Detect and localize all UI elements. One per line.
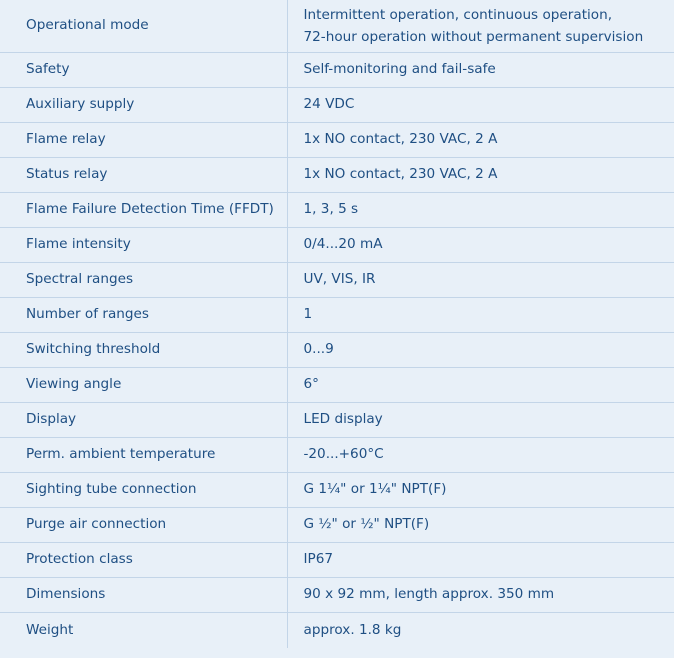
spec-label: Weight — [0, 613, 287, 649]
spec-value-line: 24 VDC — [303, 96, 355, 113]
spec-value-line: UV, VIS, IR — [303, 271, 376, 288]
spec-value — [287, 228, 674, 263]
spec-label: Switching threshold — [0, 333, 287, 368]
spec-row — [0, 123, 674, 158]
spec-label: Status relay — [0, 158, 287, 193]
spec-value-line: 1 — [303, 306, 313, 323]
spec-value — [287, 263, 674, 298]
spec-value-line: 1x NO contact, 230 VAC, 2 A — [303, 166, 498, 183]
spec-value-line: G ½" or ½" NPT(F) — [303, 516, 430, 533]
spec-label: Dimensions — [0, 578, 287, 613]
spec-value-line: LED display — [303, 411, 383, 428]
spec-value — [287, 543, 674, 578]
spec-label: Sighting tube connection — [0, 473, 287, 508]
spec-row — [0, 193, 674, 228]
spec-label: Display — [0, 403, 287, 438]
spec-value — [287, 438, 674, 473]
spec-label: Protection class — [0, 543, 287, 578]
spec-row — [0, 0, 674, 53]
spec-row — [0, 403, 674, 438]
spec-value-line: 0...9 — [303, 341, 334, 358]
spec-row — [0, 88, 674, 123]
spec-row — [0, 53, 674, 88]
spec-label: Flame Failure Detection Time (FFDT) — [0, 193, 287, 228]
spec-value — [287, 298, 674, 333]
spec-value-line: -20...+60°C — [303, 446, 384, 463]
spec-value-line: 0/4...20 mA — [303, 236, 383, 253]
spec-row — [0, 263, 674, 298]
spec-value-line: 72-hour operation without permanent supervision — [303, 28, 644, 45]
spec-row — [0, 543, 674, 578]
spec-value — [287, 123, 674, 158]
spec-label: Safety — [0, 53, 287, 88]
spec-value-line: 1x NO contact, 230 VAC, 2 A — [303, 131, 498, 148]
spec-value-line: 6° — [303, 376, 319, 393]
spec-value-line: 1, 3, 5 s — [303, 201, 359, 218]
spec-label: Flame intensity — [0, 228, 287, 263]
spec-value — [287, 88, 674, 123]
spec-value — [287, 473, 674, 508]
spec-row — [0, 158, 674, 193]
spec-value — [287, 53, 674, 88]
spec-row — [0, 578, 674, 613]
spec-value — [287, 508, 674, 543]
spec-value — [287, 193, 674, 228]
spec-row — [0, 368, 674, 403]
spec-value-line: approx. 1.8 kg — [303, 621, 402, 638]
spec-label: Operational mode — [0, 0, 287, 53]
spec-row — [0, 473, 674, 508]
spec-value — [287, 403, 674, 438]
spec-label: Spectral ranges — [0, 263, 287, 298]
spec-value-line: G 1¼" or 1¼" NPT(F) — [303, 481, 447, 498]
spec-row — [0, 508, 674, 543]
spec-label: Viewing angle — [0, 368, 287, 403]
spec-value-line: Self-monitoring and fail-safe — [303, 61, 496, 78]
spec-label: Number of ranges — [0, 298, 287, 333]
spec-label: Auxiliary supply — [0, 88, 287, 123]
spec-value-line: 90 x 92 mm, length approx. 350 mm — [303, 586, 555, 603]
spec-value — [287, 158, 674, 193]
spec-label: Perm. ambient temperature — [0, 438, 287, 473]
spec-value-line: IP67 — [303, 551, 334, 568]
spec-value — [287, 368, 674, 403]
spec-value — [287, 578, 674, 613]
spec-value-line: Intermittent operation, continuous operation, — [303, 7, 613, 23]
spec-value — [287, 613, 674, 649]
spec-row — [0, 298, 674, 333]
spec-label: Purge air connection — [0, 508, 287, 543]
spec-row — [0, 438, 674, 473]
spec-row — [0, 333, 674, 368]
spec-value — [287, 333, 674, 368]
spec-row — [0, 228, 674, 263]
spec-value — [287, 0, 674, 53]
spec-label: Flame relay — [0, 123, 287, 158]
spec-row — [0, 613, 674, 649]
